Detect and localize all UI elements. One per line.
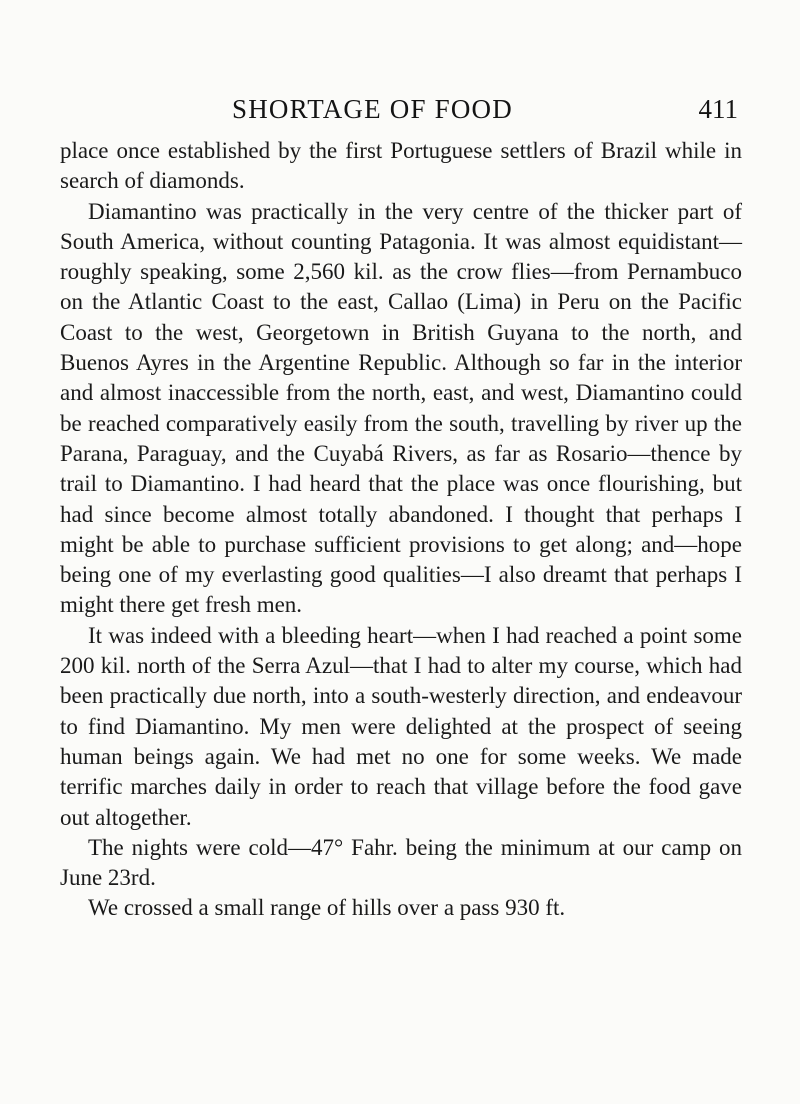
paragraph-diamantino-location: Diamantino was practically in the very centre of the thicker part of South America, without counting Patagonia. It was almost equidistant—roughly speaking, some 2,560 kil. as the crow flies—from Pernambuco on the Atlantic Coast to the east, Callao (Lima) in Peru on the Pacific Coast to the west, Georgetown in British Guyana to the north, and Buenos Ayres in the Argentine Republic. Although so far in the interior and almost inaccessible from the north, east, and west, Diamantino could be reached comparatively easily from the south, travelling by river up the Parana, Paraguay, and the Cuyabá Rivers, as far as Rosario—thence by trail to Diamantino. I had heard that the place was once flourishing, but had since become almost totally abandoned. I thought that perhaps I might be able to purchase sufficient provisions to get along; and—hope being one of my everlasting good qualities—I also dreamt that perhaps I might there get fresh men. bbox=[60, 198, 742, 618]
paragraph-hills: We crossed a small range of hills over a pass 930 ft. bbox=[88, 895, 566, 921]
body-text bbox=[60, 136, 742, 924]
page-header bbox=[60, 94, 742, 134]
page-number: 411 bbox=[698, 94, 738, 124]
paragraph-cold-nights: The nights were cold—47° Fahr. being the minimum at our camp on June 23rd. bbox=[60, 834, 742, 891]
paragraph-course-change: It was indeed with a bleeding heart—when I had reached a point some 200 kil. north of the Serra Azul—that I had to alter my course, which had been practically due north, into a south-westerly direction, and endeavour to find Diamantino. My men were delighted at the prospect of seeing human beings again. We had met no one for some weeks. We made terrific marches daily in order to reach that village before the food gave out altogether. bbox=[60, 622, 742, 830]
running-head: SHORTAGE OF FOOD bbox=[232, 94, 513, 124]
paragraph-continuation: place once established by the first Portuguese settlers of Brazil while in search of diamonds. bbox=[60, 138, 742, 194]
page-content bbox=[60, 94, 742, 924]
